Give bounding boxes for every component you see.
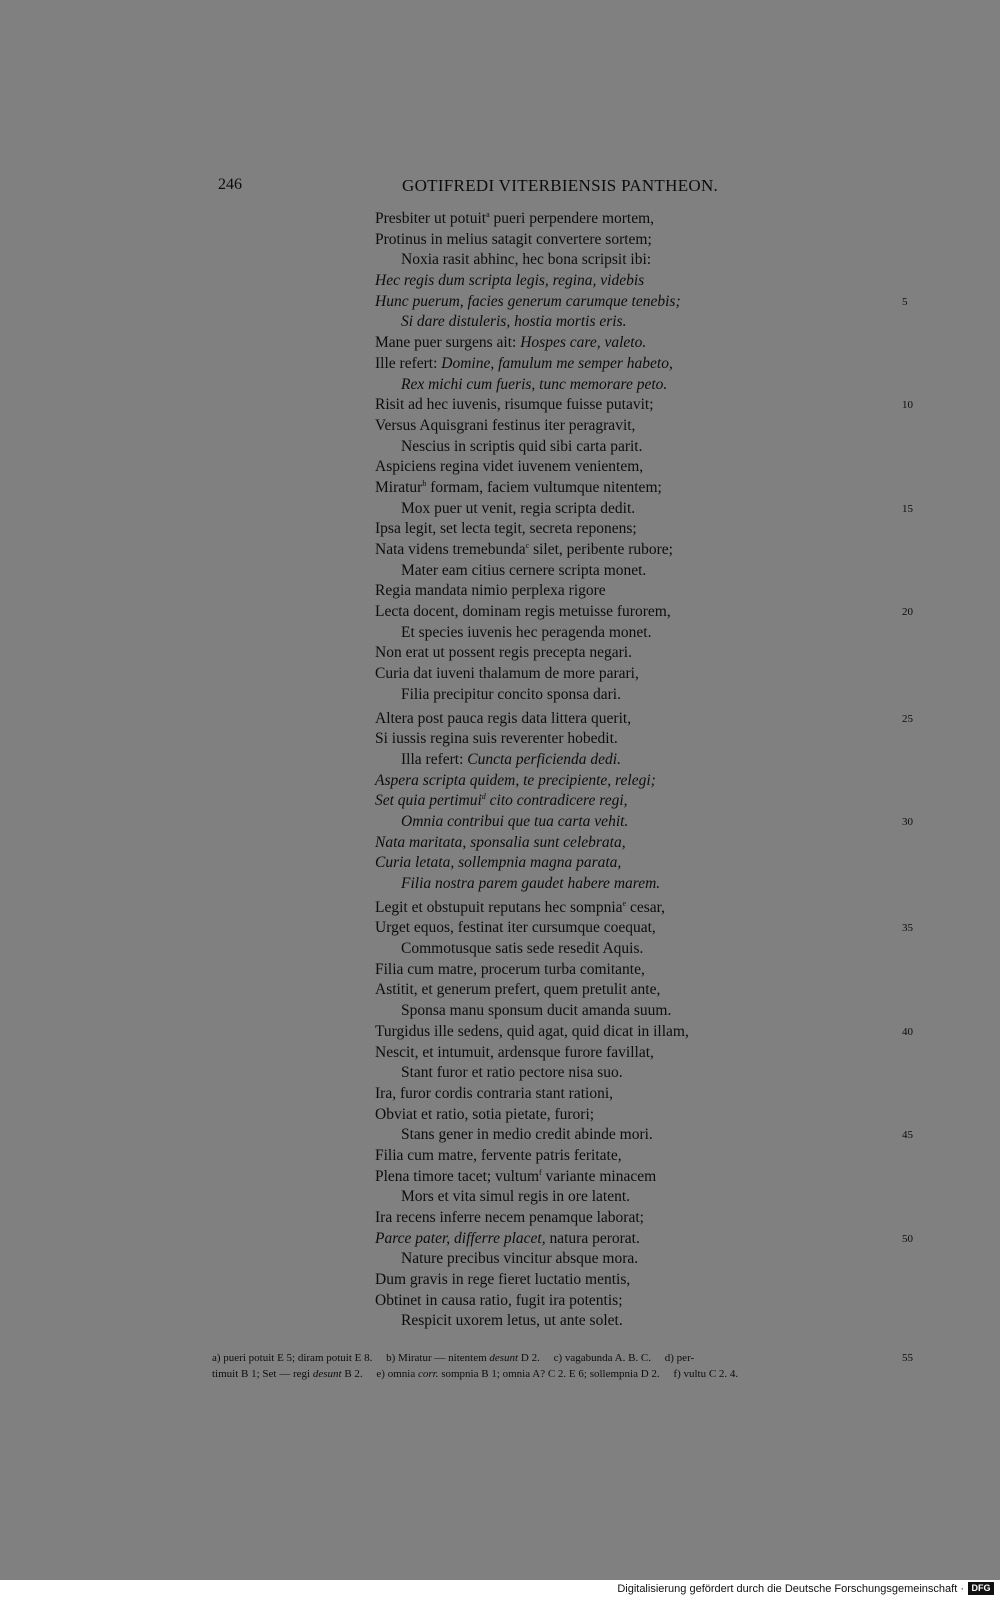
verse-text: Plena timore tacet; vultum$^f$ variante minacem [375,1167,657,1185]
verse-text: Si dare distuleris, hostia mortis eris. [401,313,627,331]
footnote-line [212,1350,912,1366]
verse-text: Noxia rasit abhinc, hec bona scripsit ibi: [401,251,652,269]
footnote-line [212,1366,912,1382]
line-number: 15 [902,502,913,515]
verse-line [0,457,1000,478]
verse-line [0,375,1000,396]
page-number: 246 [218,176,242,193]
verse-text: Miratur$^b$ formam, faciem vultumque nitentem; [375,478,662,496]
verse-line [0,1208,1000,1229]
verse-text: Ille refert: Domine, famulum me semper habeto, [375,354,673,372]
poem-text [0,209,1000,1332]
verse-text: Legit et obstupuit reputans hec sompnia$^e$ cesar, [375,898,666,916]
verse-line [0,729,1000,750]
verse-text: Set quia pertimui$^d$ cito contradicere regi, [375,792,628,810]
verse-line [0,271,1000,292]
verse-text: Respicit uxorem letus, ut ante solet. [401,1312,623,1330]
line-number: 30 [902,815,913,828]
line-number: 50 [902,1232,913,1245]
verse-text: Ipsa legit, set lecta tegit, secreta reponens; [375,520,637,538]
verse-line [0,833,1000,854]
footnotes [212,1350,912,1382]
footnote-text: timuit B 1; Set — regi desunt B 2. e) omnia corr. sompnia B 1; omnia A? C 2. E 6; sollempnia D 2. f) vultu C 2. 4. [212,1368,739,1380]
verse-line [0,561,1000,582]
verse-text: Regia mandata nimio perplexa rigore [375,582,606,600]
verse-line [0,312,1000,333]
verse-text: Rex michi cum fueris, tunc memorare peto. [401,375,668,393]
verse-line [0,874,1000,895]
verse-text: Astitit, et generum prefert, quem pretulit ante, [375,981,661,999]
verse-line [0,478,1000,499]
verse-text: Lecta docent, dominam regis metuisse furorem, [375,603,671,621]
verse-text: Aspera scripta quidem, te precipiente, relegi; [375,771,656,789]
verse-line [0,292,1000,313]
verse-line [0,623,1000,644]
verse-line [0,898,1000,919]
verse-line [0,853,1000,874]
verse-text: Nescit, et intumuit, ardensque furore favillat, [375,1043,654,1061]
verse-line [0,643,1000,664]
line-number: 5 [902,295,908,308]
verse-text: Hunc puerum, facies generum carumque tenebis; [375,292,681,310]
funding-notice: Digitalisierung gefördert durch die Deutsche Forschungsgemeinschaft · [617,1583,964,1595]
verse-text: Presbiter ut potuit$^a$ pueri perpendere mortem, [375,210,655,227]
verse-line [0,1229,1000,1250]
verse-text: Stant furor et ratio pectore nisa suo. [401,1064,623,1082]
line-number: 25 [902,712,913,725]
verse-text: Mater eam citius cernere scripta monet. [401,561,647,579]
line-number: 35 [902,922,913,935]
verse-text: Omnia contribui que tua carta vehit. [401,812,629,830]
verse-text: Illa refert: Cuncta perficienda dedi. [401,750,621,768]
verse-line [0,812,1000,833]
verse-line [0,1146,1000,1167]
verse-line [0,939,1000,960]
verse-line [0,1187,1000,1208]
verse-line [0,1001,1000,1022]
verse-line [0,1125,1000,1146]
verse-text: Versus Aquisgrani festinus iter peragravit, [375,416,636,434]
verse-line [0,1270,1000,1291]
verse-text: Et species iuvenis hec peragenda monet. [401,623,652,641]
verse-text: Si iussis regina suis reverenter hobedit. [375,730,618,748]
dfg-logo: DFG [968,1582,994,1595]
verse-line [0,685,1000,706]
verse-line [0,209,1000,230]
verse-line [0,499,1000,520]
verse-line [0,1105,1000,1126]
verse-line [0,250,1000,271]
verse-line [0,1063,1000,1084]
verse-line [0,980,1000,1001]
verse-text: Non erat ut possent regis precepta negari. [375,644,632,662]
verse-text: Mors et vita simul regis in ore latent. [401,1188,631,1206]
verse-line [0,709,1000,730]
verse-text: Nata videns tremebunda$^c$ silet, peribente rubore; [375,541,673,558]
verse-text: Filia nostra parem gaudet habere marem. [401,875,661,892]
verse-text: Altera post pauca regis data littera querit, [375,709,632,727]
verse-text: Curia dat iuveni thalamum de more parari, [375,665,639,683]
verse-text: Obviat et ratio, sotia pietate, furori; [375,1105,595,1123]
verse-text: Ira recens inferre necem penamque laborat; [375,1209,644,1226]
verse-line [0,750,1000,771]
verse-text: Urget equos, festinat iter cursumque coequat, [375,919,656,937]
verse-line [0,1311,1000,1332]
verse-line [0,1167,1000,1188]
verse-text: Commotusque satis sede resedit Aquis. [401,940,644,958]
verse-text: Filia cum matre, procerum turba comitante, [375,960,645,978]
verse-line [0,519,1000,540]
verse-line [0,1291,1000,1312]
verse-text: Protinus in melius satagit convertere sortem; [375,230,652,248]
verse-text: Mox puer ut venit, regia scripta dedit. [401,499,636,517]
line-number: 40 [902,1025,913,1038]
verse-line [0,416,1000,437]
verse-line [0,395,1000,416]
verse-line [0,1249,1000,1270]
page-title: GOTIFREDI VITERBIENSIS PANTHEON. [402,176,719,195]
verse-line [0,1043,1000,1064]
verse-text: Parce pater, differre placet, natura perorat. [375,1229,640,1247]
verse-line [0,771,1000,792]
verse-line [0,664,1000,685]
line-number: 20 [902,606,913,619]
verse-text: Stans gener in medio credit abinde mori. [401,1126,653,1144]
verse-text: Nescius in scriptis quid sibi carta parit. [401,437,643,455]
verse-line [0,437,1000,458]
verse-line [0,354,1000,375]
verse-text: Nata maritata, sponsalia sunt celebrata, [375,833,626,851]
verse-text: Filia cum matre, fervente patris feritate, [375,1146,622,1164]
verse-line [0,230,1000,251]
footnote-text: a) pueri potuit E 5; diram potuit E 8. b) Miratur — nitentem desunt D 2. c) vagabunda A. B. C. d) per- [212,1352,695,1364]
verse-line [0,1084,1000,1105]
verse-line [0,918,1000,939]
verse-line [0,791,1000,812]
verse-line [0,1022,1000,1043]
verse-text: Hec regis dum scripta legis, regina, videbis [375,272,645,290]
verse-text: Nature precibus vincitur absque mora. [401,1250,639,1268]
verse-text: Aspiciens regina videt iuvenem venientem, [375,458,644,476]
verse-text: Filia precipitur concito sponsa dari. [401,685,621,703]
verse-text: Mane puer surgens ait: Hospes care, valeto. [375,334,647,352]
verse-text: Risit ad hec iuvenis, risumque fuisse putavit; [375,396,654,414]
verse-line [0,602,1000,623]
verse-text: Dum gravis in rege fieret luctatio mentis, [375,1271,631,1289]
verse-text: Obtinet in causa ratio, fugit ira potentis; [375,1291,623,1309]
verse-line [0,960,1000,981]
verse-line [0,540,1000,561]
verse-text: Sponsa manu sponsum ducit amanda suum. [401,1002,672,1020]
verse-line [0,333,1000,354]
verse-text: Curia letata, sollempnia magna parata, [375,854,622,872]
line-number: 10 [902,399,913,412]
verse-text: Ira, furor cordis contraria stant rationi, [375,1084,614,1102]
line-number: 55 [902,1352,913,1364]
line-number: 45 [902,1129,913,1142]
verse-line [0,581,1000,602]
verse-text: Turgidus ille sedens, quid agat, quid dicat in illam, [375,1022,689,1040]
